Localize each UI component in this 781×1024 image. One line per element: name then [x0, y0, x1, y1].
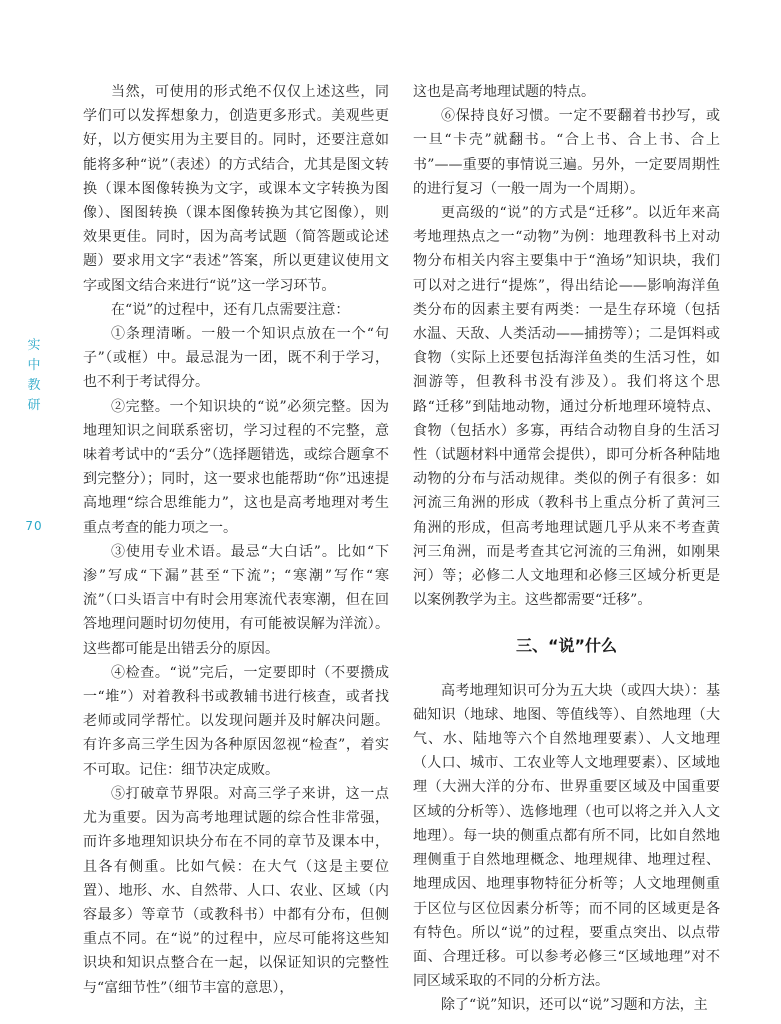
paragraph: ④检查。“说”完后，一定要即时（不要攒成一“堆”）对着教科书或教辅书进行核查，或者找老师或同学帮忙。以发现问题并及时解决问题。有许多高三学生因为各种原因忽视“检查”，着实不可取。记住：细节决定成败。	[83, 664, 389, 778]
margin-label-char: 教	[27, 378, 41, 393]
margin-label-char: 中	[27, 358, 41, 373]
page-number: 70	[25, 519, 43, 533]
paragraph: 除了“说”知识，还可以“说”习题和方法，主	[441, 997, 708, 1014]
paragraph: ①条理清晰。一般一个知识点放在一个“句子”（或框）中。最忌混为一团，既不利于学习，也不利于考试得分。	[83, 326, 389, 391]
paragraph: ⑥保持良好习惯。一定不要翻着书抄写，或一旦“卡壳”就翻书。“合上书、合上书、合上书”——重要的事情说三遍。另外，一定要周期性的进行复习（一般一周为一个周期）。	[413, 108, 720, 197]
paragraph: ③使用专业术语。最忌“大白话”。比如“下渗”写成“下漏”甚至“下流”；“寒潮”写作“寒流”（口头语言中有时会用寒流代表寒潮，但在回答地理问题时切勿使用，有可能被误解为洋流）。这些都可能是出错丢分的原因。	[83, 543, 389, 657]
margin-label-char: 实	[27, 338, 41, 353]
left-column	[83, 80, 389, 1000]
paragraph: 在“说”的过程中，还有几点需要注意：	[111, 301, 350, 318]
margin-label-char: 研	[27, 398, 41, 413]
paragraph: ②完整。一个知识块的“说”必须完整。因为地理知识之间联系密切，学习过程的不完整，意味着考试中的“丢分”（选择题错选，或综合题拿不到完整分）；同时，这一要求也能帮助“你”迅速提高地理“综合思维能力”，这也是高考地理对考生重点考查的能力项之一。	[83, 398, 389, 536]
section-heading: 三、“说”什么	[515, 636, 618, 656]
paragraph: 更高级的“说”的方式是“迁移”。以近年来高考地理热点之一“动物”为例：地理教科书上对动物分布相关内容主要集中于“渔场”知识块，我们可以对之进行“提炼”，得出结论——影响海洋鱼类分布的因素主要有两类：一是生存环境（包括水温、天敌、人类活动——捕捞等）；二是饵料或食物（实际上还要包括海洋鱼类的生活习性，如洄游等，但教科书没有涉及）。我们将这个思路“迁移”到陆地动物，通过分析地理环境特点、食物（包括水）多寡，再结合动物自身的生活习性（试题材料中通常会提供），即可分析各种陆地动物的分布与活动规律。类似的例子有很多：如河流三角洲的形成（教科书上重点分析了黄河三角洲的形成，但高考地理试题几乎从来不考查黄河三角洲，而是考查其它河流的三角洲，如刚果河）等；必修二人文地理和必修三区域分析更是以案例教学为主。这些都需要“迁移”。	[413, 205, 720, 609]
right-column	[413, 80, 720, 1018]
paragraph: 高考地理知识可分为五大块（或四大块）：基础知识（地球、地图、等值线等）、自然地理（大气、水、陆地等六个自然地理要素）、人文地理（人口、城市、工农业等人文地理要素）、区域地理（大洲大洋的分布、世界重要区域及中国重要区域的分析等）、选修地理（也可以将之并入人文地理）。每一块的侧重点都有所不同，比如自然地理侧重于自然地理概念、地理规律、地理过程、地理成因、地理事物特征分析等；人文地理侧重于区位与区位因素分析等；而不同的区域更是各有特色。所以“说”的过程，要重点突出、以点带面、合理迁移。可以参考必修三“区域地理”对不同区域采取的不同的分析方法。	[413, 682, 720, 990]
margin-column-label	[22, 336, 46, 416]
paragraph: 当然，可使用的形式绝不仅仅上述这些，同学们可以发挥想象力，创造更多形式。美观些更好，以方便实用为主要目的。同时，还要注意如能将多种“说”（表述）的方式结合，尤其是图文转换（课本图像转换为文字，或课本文字转换为图像）、图图转换（课本图像转换为其它图像），则效果更佳。同时，因为高考试题（简答题或论述题）要求用文字“表述”答案，所以更建议使用文字或图文结合来进行“说”这一学习环节。	[83, 84, 389, 294]
paragraph-continuation: 这也是高考地理试题的特点。	[413, 84, 595, 100]
paragraph: ⑤打破章节界限。对高三学子来讲，这一点尤为重要。因为高考地理试题的综合性非常强，而许多地理知识块分布在不同的章节及课本中，且各有侧重。比如气候：在大气（这是主要位置）、地形、水、自然带、人口、农业、区域（内容最多）等章节（或教科书）中都有分布，但侧重点不同。在“说”的过程中，应尽可能将这些知识块和知识点整合在一起，以保证知识的完整性与“富细节性”（细节丰富的意思），	[83, 785, 389, 996]
